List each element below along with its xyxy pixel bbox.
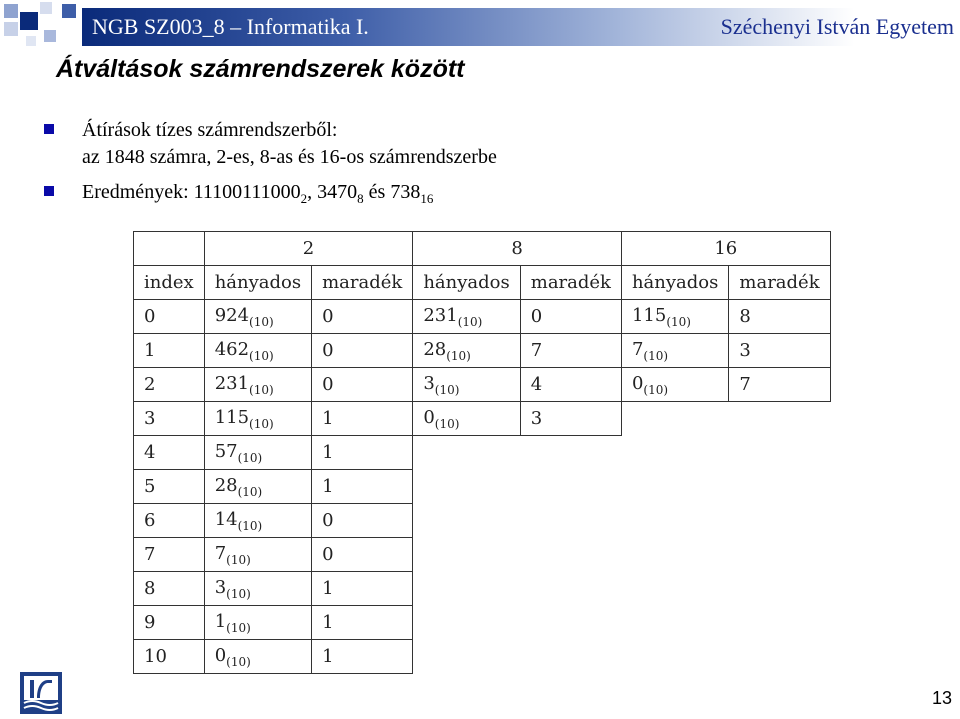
- quotient-cell: [413, 300, 520, 334]
- column-header: maradék: [312, 266, 413, 300]
- empty-cell: [520, 436, 621, 470]
- cell-value: 6: [144, 510, 156, 531]
- empty-cell: [621, 402, 728, 436]
- remainder-cell: [312, 606, 413, 640]
- decimal-subscript: (10): [457, 314, 483, 329]
- bullet-square-icon: [44, 124, 54, 134]
- decimal-subscript: (10): [249, 348, 274, 363]
- quotient-cell: [413, 402, 520, 436]
- decimal-subscript: (10): [237, 450, 263, 465]
- cell-value: 462: [214, 338, 250, 360]
- cell-value: 0: [322, 306, 334, 327]
- cell-value: 3: [214, 576, 227, 598]
- quotient-cell: [204, 504, 311, 538]
- empty-cell: [520, 470, 621, 504]
- remainder-cell: [312, 300, 413, 334]
- index-cell: [134, 300, 205, 334]
- table-row: [134, 436, 831, 470]
- decimal-subscript: (10): [226, 586, 251, 601]
- column-header: hányados: [621, 266, 728, 300]
- empty-cell: [729, 606, 830, 640]
- result-binary-base: 2: [300, 191, 308, 206]
- cell-value: 10: [144, 646, 167, 667]
- cell-value: 115: [214, 406, 250, 428]
- decimal-subscript: (10): [226, 654, 251, 669]
- table-row: [134, 572, 831, 606]
- remainder-cell: [312, 640, 413, 674]
- decimal-subscript: (10): [226, 620, 251, 635]
- empty-cell: [729, 436, 830, 470]
- cell-value: 0: [631, 372, 644, 394]
- cell-value: 115: [631, 304, 667, 326]
- decimal-subscript: (10): [249, 382, 274, 397]
- remainder-cell: [520, 402, 621, 436]
- table-row: [134, 402, 831, 436]
- header-square-decoration: [40, 2, 52, 14]
- cell-value: 4: [530, 374, 543, 395]
- cell-value: 7: [144, 544, 156, 565]
- cell-value: 1: [322, 476, 334, 497]
- quotient-cell: [204, 640, 311, 674]
- quotient-cell: [621, 300, 728, 334]
- remainder-cell: [520, 300, 621, 334]
- cell-value: 14: [214, 508, 238, 530]
- cell-value: 1: [322, 646, 334, 667]
- decimal-subscript: (10): [226, 552, 251, 567]
- cell-value: 7: [214, 542, 227, 564]
- decimal-subscript: (10): [237, 518, 263, 533]
- cell-value: 1: [214, 610, 227, 632]
- empty-cell: [729, 470, 830, 504]
- quotient-cell: [204, 334, 311, 368]
- cell-value: 9: [144, 612, 156, 633]
- table-row: [134, 606, 831, 640]
- empty-cell: [520, 538, 621, 572]
- bullet-1-line-1: Átírások tízes számrendszerből:: [82, 119, 338, 141]
- header-square-decoration: [62, 4, 76, 18]
- decimal-subscript: (10): [434, 382, 460, 397]
- empty-cell: [520, 606, 621, 640]
- empty-cell: [621, 572, 728, 606]
- table-row: [134, 504, 831, 538]
- cell-value: 7: [530, 340, 543, 361]
- result-hex-base: 16: [420, 191, 434, 206]
- quotient-cell: [204, 606, 311, 640]
- base-16-header: 16: [621, 232, 830, 266]
- university-logo-icon: [20, 672, 62, 714]
- remainder-cell: [729, 368, 830, 402]
- index-cell: [134, 368, 205, 402]
- cell-value: 5: [144, 476, 156, 497]
- cell-value: 0: [322, 510, 334, 531]
- empty-cell: [729, 640, 830, 674]
- quotient-cell: [204, 368, 311, 402]
- decimal-subscript: (10): [434, 416, 460, 431]
- table-row: [134, 368, 831, 402]
- slide-header: [0, 0, 960, 46]
- empty-cell: [413, 504, 520, 538]
- remainder-cell: [312, 504, 413, 538]
- column-header-row: [134, 266, 831, 300]
- column-header: maradék: [729, 266, 830, 300]
- remainder-cell: [520, 334, 621, 368]
- cell-value: 3: [530, 408, 543, 429]
- index-cell: [134, 504, 205, 538]
- base-8-header: 8: [413, 232, 622, 266]
- page-number: 13: [931, 688, 952, 708]
- cell-value: 0: [322, 544, 334, 565]
- cell-value: 4: [144, 442, 156, 463]
- decimal-subscript: (10): [249, 416, 274, 431]
- empty-cell: [413, 538, 520, 572]
- cell-value: 57: [214, 440, 238, 462]
- cell-value: 0: [423, 406, 435, 428]
- table-row: [134, 538, 831, 572]
- remainder-cell: [312, 334, 413, 368]
- results-separator: és: [363, 181, 391, 203]
- decimal-subscript: (10): [643, 348, 669, 363]
- result-octal-base: 8: [357, 191, 364, 206]
- quotient-cell: [204, 436, 311, 470]
- table-row: [134, 640, 831, 674]
- decimal-subscript: (10): [249, 314, 274, 329]
- header-square-decoration: [44, 30, 56, 42]
- remainder-cell: [312, 368, 413, 402]
- results-prefix: Eredmények:: [82, 181, 194, 203]
- header-square-decoration: [4, 4, 18, 18]
- cell-value: 0: [214, 644, 227, 666]
- conversion-table: [133, 231, 831, 674]
- column-header: hányados: [413, 266, 520, 300]
- empty-cell: [729, 504, 830, 538]
- cell-value: 1: [322, 442, 334, 463]
- cell-value: 0: [322, 374, 334, 395]
- remainder-cell: [729, 334, 830, 368]
- index-cell: [134, 538, 205, 572]
- bullet-2-results: [82, 180, 433, 211]
- remainder-cell: [312, 402, 413, 436]
- university-name: Széchenyi István Egyetem: [720, 14, 954, 39]
- cell-value: 3: [423, 372, 435, 394]
- quotient-cell: [413, 334, 520, 368]
- cell-value: 7: [631, 338, 644, 360]
- empty-cell: [413, 572, 520, 606]
- empty-cell: [621, 640, 728, 674]
- cell-value: 231: [423, 304, 458, 326]
- empty-cell: [413, 640, 520, 674]
- cell-value: 1: [322, 578, 334, 599]
- index-cell: [134, 606, 205, 640]
- remainder-cell: [729, 300, 830, 334]
- empty-cell: [520, 504, 621, 538]
- empty-cell: [621, 436, 728, 470]
- bullet-square-icon: [44, 186, 54, 196]
- empty-cell: [729, 402, 830, 436]
- quotient-cell: [204, 402, 311, 436]
- cell-value: 7: [739, 374, 751, 395]
- decimal-subscript: (10): [643, 382, 669, 397]
- empty-cell: [413, 436, 520, 470]
- results-separator: ,: [307, 181, 318, 203]
- slide-title: Átváltások számrendszerek között: [56, 55, 465, 83]
- remainder-cell: [312, 470, 413, 504]
- quotient-cell: [204, 572, 311, 606]
- quotient-cell: [204, 538, 311, 572]
- empty-cell: [621, 504, 728, 538]
- cell-value: 8: [739, 306, 751, 327]
- result-hex: 738: [390, 181, 421, 203]
- header-square-decoration: [26, 36, 36, 46]
- empty-cell: [520, 640, 621, 674]
- cell-value: 1: [144, 340, 156, 361]
- empty-corner-cell: [134, 232, 205, 266]
- decimal-subscript: (10): [446, 348, 471, 363]
- empty-cell: [520, 572, 621, 606]
- remainder-cell: [312, 572, 413, 606]
- course-title: NGB SZ003_8 – Informatika I.: [92, 14, 369, 39]
- decimal-subscript: (10): [237, 484, 263, 499]
- cell-value: 2: [144, 374, 156, 395]
- quotient-cell: [621, 368, 728, 402]
- quotient-cell: [413, 368, 520, 402]
- cell-value: 1: [322, 612, 334, 633]
- index-cell: [134, 402, 205, 436]
- result-binary: 11100111000: [193, 181, 301, 203]
- quotient-cell: [621, 334, 728, 368]
- empty-cell: [413, 470, 520, 504]
- column-header: maradék: [520, 266, 621, 300]
- column-header: index: [134, 266, 205, 300]
- remainder-cell: [312, 436, 413, 470]
- remainder-cell: [520, 368, 621, 402]
- empty-cell: [621, 538, 728, 572]
- empty-cell: [621, 606, 728, 640]
- index-cell: [134, 436, 205, 470]
- table-row: [134, 470, 831, 504]
- cell-value: 231: [214, 372, 250, 394]
- cell-value: 0: [530, 306, 543, 327]
- index-cell: [134, 470, 205, 504]
- quotient-cell: [204, 470, 311, 504]
- quotient-cell: [204, 300, 311, 334]
- empty-cell: [621, 470, 728, 504]
- table-row: [134, 300, 831, 334]
- cell-value: 0: [322, 340, 334, 361]
- result-octal: 3470: [317, 181, 358, 203]
- remainder-cell: [312, 538, 413, 572]
- empty-cell: [729, 572, 830, 606]
- empty-cell: [729, 538, 830, 572]
- cell-value: 1: [322, 408, 334, 429]
- header-square-decoration: [4, 22, 18, 36]
- base-2-header: 2: [204, 232, 413, 266]
- cell-value: 924: [214, 304, 250, 326]
- bullet-1-line-2: az 1848 számra, 2-es, 8-as és 16-os számrendszerbe: [82, 146, 497, 168]
- decimal-subscript: (10): [666, 314, 691, 329]
- index-cell: [134, 572, 205, 606]
- cell-value: 28: [214, 474, 238, 496]
- cell-value: 28: [423, 338, 447, 360]
- empty-cell: [413, 606, 520, 640]
- header-square-decoration: [20, 12, 38, 30]
- column-header: hányados: [204, 266, 311, 300]
- index-cell: [134, 640, 205, 674]
- index-cell: [134, 334, 205, 368]
- cell-value: 3: [144, 408, 156, 429]
- base-header-row: [134, 232, 831, 266]
- cell-value: 0: [144, 306, 156, 327]
- cell-value: 8: [144, 578, 156, 599]
- cell-value: 3: [739, 340, 751, 361]
- table-row: [134, 334, 831, 368]
